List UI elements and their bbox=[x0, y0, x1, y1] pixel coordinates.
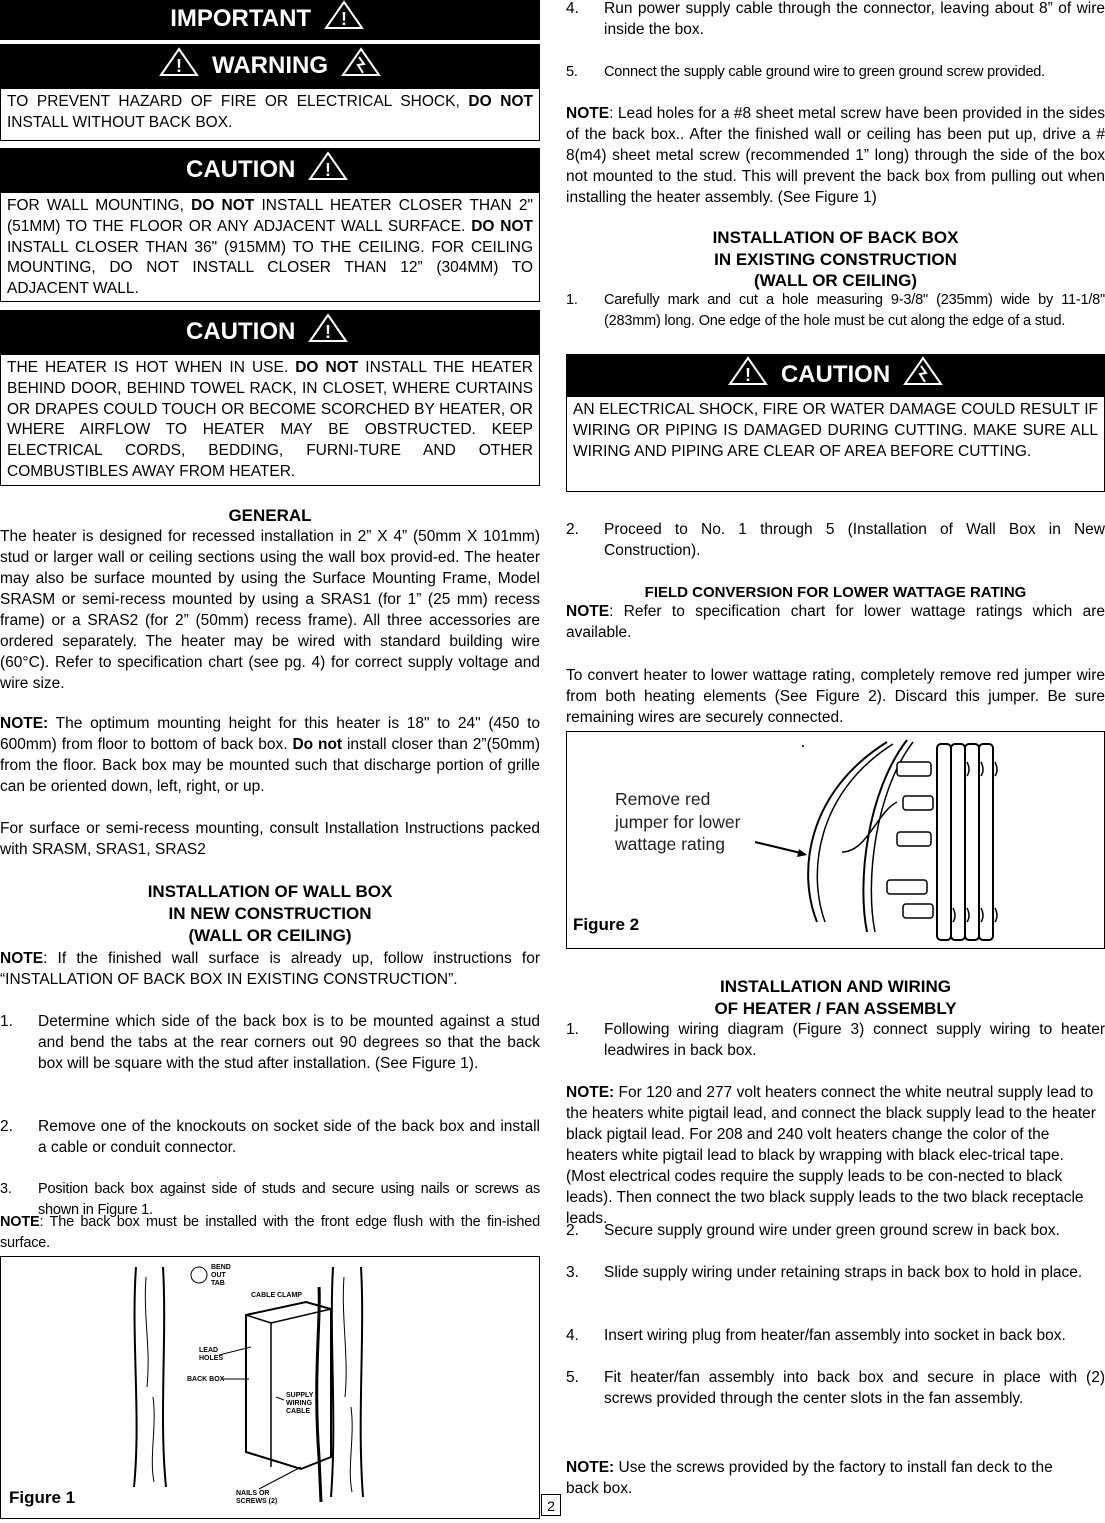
figure-2-label: Figure 2 bbox=[573, 915, 640, 934]
voltage-note: NOTE: For 120 and 277 volt heaters connect the white neutral supply lead to the heaters white pigtail lead, and connect the black supply lead to the heater black pigtail lead. For 208 and 240 volt heaters change the color of the heaters white pigtail lead to black by wrapping with black elec-trical tape. (Most electrical codes require the supply leads to be con-nected to black leads). Then connect the two black supply leads to the two black receptacle leads. bbox=[566, 1084, 1096, 1227]
page-number: 2 bbox=[541, 1494, 561, 1516]
warning-triangle-icon bbox=[324, 0, 364, 30]
caution-banner-2 bbox=[0, 310, 540, 354]
back-box-illustration bbox=[1, 1257, 539, 1518]
mounting-height-note: NOTE: The optimum mounting height for this heater is 18" to 24" (450 to 600mm) from floor to bottom of back box. Do not install closer than 2”(50mm) from the floor. Back box may be mounted such that discharge portion of grille can be oriented down, left, right, or up. bbox=[0, 715, 540, 795]
callout-cable-clamp: CABLE CLAMP bbox=[251, 1292, 302, 1299]
warning-triangle-icon bbox=[728, 356, 768, 386]
list-item: 5. Connect the supply cable ground wire to green ground screw provided. bbox=[566, 64, 1046, 80]
heating-element-illustration bbox=[567, 732, 1104, 948]
list-item: 5. Fit heater/fan assembly into back box and secure in place with (2) screws provided through the center slots in the fan assembly. bbox=[566, 1369, 1105, 1407]
svg-text:HOLES: HOLES bbox=[199, 1355, 224, 1362]
new-construction-note: NOTE: If the finished wall surface is already up, follow instructions for “INSTALLATION OF BACK BOX IN EXISTING CONSTRUCTION”. bbox=[0, 950, 540, 988]
warning-triangle-icon bbox=[308, 313, 348, 343]
caution-2-text: THE HEATER IS HOT WHEN IN USE. DO NOT INSTALL THE HEATER BEHIND DOOR, BEHIND TOWEL RACK, IN CLOSET, WHERE CURTAINS OR DRAPES COULD TOUCH OR BECOME SCORCHED BY HEATER, OR WHERE AIRFLOW TO HEATER MAY BE OBSTRUCTED. KEEP ELECTRICAL CORDS, BEDDING, FURNI-TURE AND OTHER COMBUSTIBLES AWAY FROM HEATER. bbox=[0, 354, 540, 486]
caution-3-text: AN ELECTRICAL SHOCK, FIRE OR WATER DAMAGE COULD RESULT IF WIRING OR PIPING IS DAMAGED DURING CUTTING. MAKE SURE ALL WIRING AND PIPING ARE CLEAR OF AREA BEFORE CUTTING. bbox=[566, 396, 1105, 492]
existing-construction-heading: INSTALLATION OF BACK BOX IN EXISTING CONSTRUCTION (WALL OR CEILING) bbox=[712, 228, 959, 290]
caution-title: CAUTION bbox=[186, 318, 296, 345]
caution-title: CAUTION bbox=[780, 361, 891, 388]
electric-shock-icon bbox=[341, 47, 381, 77]
callout-supply-wiring-cable: SUPPLY bbox=[286, 1392, 314, 1399]
svg-text:SCREWS (2): SCREWS (2) bbox=[236, 1498, 278, 1505]
svg-text:TAB: TAB bbox=[211, 1280, 225, 1287]
callout-back-box: BACK BOX bbox=[187, 1376, 225, 1383]
list-item: 2. Proceed to No. 1 through 5 (Installation of Wall Box in New Construction). bbox=[566, 521, 1105, 559]
lead-holes-note: NOTE: Lead holes for a #8 sheet metal screw have been provided in the sides of the back box.. After the finished wall or ceiling has been put up, drive a # 8(m4) sheet metal screw (recommended 1” long) through the side of the box not mounted to the stud. This will prevent the back box from pulling out when installing the heater assembly. (See Figure 1) bbox=[566, 105, 1105, 206]
svg-text:!: ! bbox=[340, 9, 347, 29]
figure-1 bbox=[0, 1256, 540, 1519]
callout-bend-out-tab: BEND bbox=[211, 1264, 231, 1271]
screws-note: NOTE: Use the screws provided by the factory to install fan deck to the back box. bbox=[566, 1459, 1053, 1497]
general-heading: GENERAL bbox=[228, 506, 312, 525]
list-item: 3. Slide supply wiring under retaining straps in back box to hold in place. bbox=[566, 1264, 1083, 1281]
callout-lead-holes: LEAD bbox=[199, 1347, 219, 1354]
svg-text:!: ! bbox=[745, 365, 752, 385]
list-item: 1. Carefully mark and cut a hole measuring 9-3/8" (235mm) wide by 11-1/8" (283mm) long. One edge of the hole must be cut along the edge of a stud. bbox=[566, 292, 1105, 329]
figure-2 bbox=[566, 731, 1105, 949]
svg-text:!: ! bbox=[325, 160, 331, 180]
warning-text: TO PREVENT HAZARD OF FIRE OR ELECTRICAL SHOCK, DO NOT INSTALL WITHOUT BACK BOX. bbox=[0, 88, 540, 141]
callout-nails-or-screws: NAILS OR bbox=[236, 1490, 270, 1497]
list-item: 3. Position back box against side of studs and secure using nails or screws as shown in Figure 1. bbox=[0, 1181, 540, 1218]
svg-text:WIRING: WIRING bbox=[286, 1400, 313, 1407]
warning-title: WARNING bbox=[212, 52, 328, 79]
field-conversion-note: NOTE: Refer to specification chart for lower wattage ratings which are available. bbox=[566, 603, 1105, 641]
warning-banner bbox=[0, 44, 540, 88]
figure-2-callout: Remove red jumper for lower wattage rating bbox=[615, 789, 741, 854]
list-item: 1. Following wiring diagram (Figure 3) connect supply wiring to heater leadwires in back box. bbox=[566, 1021, 1105, 1059]
important-banner bbox=[0, 0, 540, 40]
list-item: 2. Secure supply ground wire under green ground screw in back box. bbox=[566, 1222, 1060, 1239]
warning-triangle-icon bbox=[308, 151, 348, 181]
field-conversion-paragraph: To convert heater to lower wattage rating, completely remove red jumper wire from both heating elements (See Figure 2). Discard this jumper. Be sure remaining wires are securely connected. bbox=[566, 667, 1105, 726]
wiring-heading: INSTALLATION AND WIRING OF HEATER / FAN ASSEMBLY bbox=[714, 977, 957, 1018]
general-paragraph: The heater is designed for recessed installation in 2” X 4” (50mm X 101mm) stud or larger wall or ceiling sections using the wall box provid-ed. The heater may also be surface mounted by using the Surface Mounting Frame, Model SRASM or semi-recess mounted by using a SRAS1 (for 1” (25 mm) recess frame) or a SRAS2 (for 2” (50mm) recess frame). All three accessories are ordered separately. The heater may be wired with standard building wire (60°C). Refer to specification chart (see pg. 4) for correct supply voltage and wire size. bbox=[0, 528, 540, 692]
list-item: 4. Run power supply cable through the connector, leaving about 8” of wire inside the box. bbox=[566, 0, 1105, 38]
field-conversion-heading: FIELD CONVERSION FOR LOWER WATTAGE RATING bbox=[644, 584, 1027, 601]
warning-triangle-icon bbox=[159, 47, 199, 77]
caution-banner-3 bbox=[566, 354, 1105, 396]
figure-1-label: Figure 1 bbox=[9, 1488, 76, 1507]
important-title: IMPORTANT bbox=[170, 5, 312, 32]
electric-shock-icon bbox=[903, 356, 943, 386]
flush-edge-note: NOTE: The back box must be installed with the front edge flush with the fin-ished surface. bbox=[0, 1214, 540, 1251]
list-item: 1. Determine which side of the back box is to be mounted against a stud and bend the tabs at the rear corners out 90 degrees so that the back box will be square with the stud after installation. (See Figure 1). bbox=[0, 1013, 540, 1072]
caution-1-text: FOR WALL MOUNTING, DO NOT INSTALL HEATER CLOSER THAN 2" (51MM) TO THE FLOOR OR ANY ADJACENT WALL SURFACE. DO NOT INSTALL CLOSER THAN 36" (915MM) TO THE CEILING. FOR CEILING MOUNTING, DO NOT INSTALL CLOSER THAN 12” (304MM) TO ADJACENT WALL. bbox=[0, 192, 540, 302]
svg-text:!: ! bbox=[176, 56, 183, 76]
list-item: 2. Remove one of the knockouts on socket side of the back box and install a cable or conduit connector. bbox=[0, 1118, 540, 1156]
new-construction-heading: INSTALLATION OF WALL BOX IN NEW CONSTRUCTION (WALL OR CEILING) bbox=[147, 882, 393, 945]
list-item: 4. Insert wiring plug from heater/fan assembly into socket in back box. bbox=[566, 1327, 1066, 1344]
svg-text:OUT: OUT bbox=[211, 1272, 226, 1279]
svg-text:!: ! bbox=[325, 322, 331, 342]
surface-mounting-paragraph: For surface or semi-recess mounting, consult Installation Instructions packed with SRASM, SRAS1, SRAS2 bbox=[0, 820, 540, 858]
caution-banner-1 bbox=[0, 148, 540, 192]
svg-text:CABLE: CABLE bbox=[286, 1408, 311, 1415]
caution-title: CAUTION bbox=[186, 156, 296, 183]
